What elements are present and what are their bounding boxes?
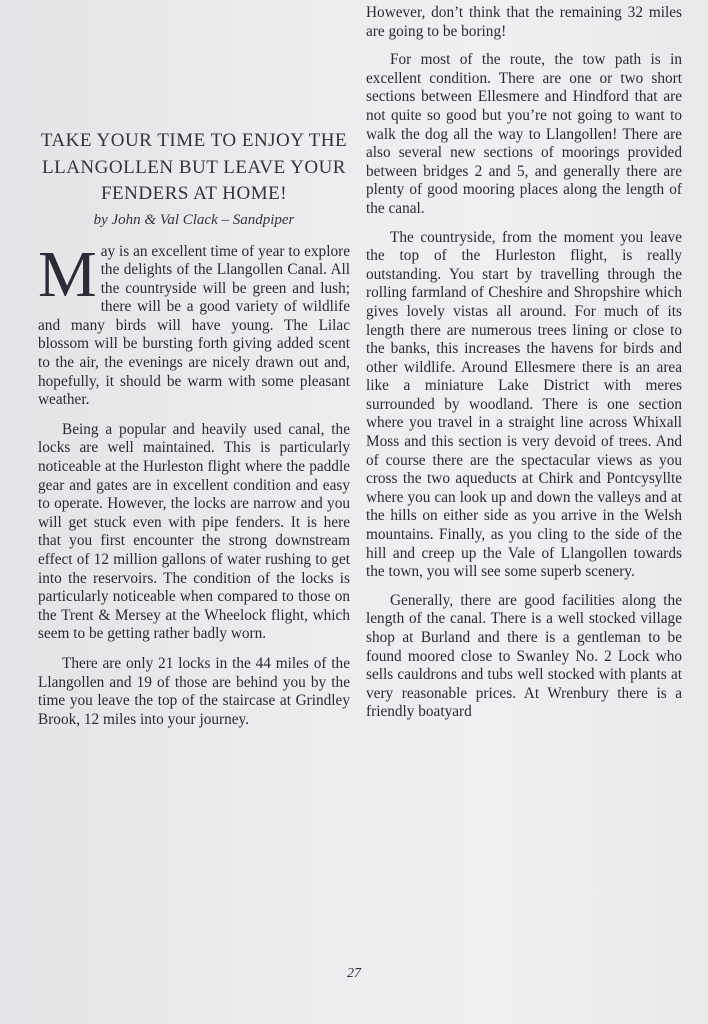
paragraph-right-3: The countryside, from the moment you leave the top of the Hurleston flight, is really outstanding. You start by travelling through the rolling farmland of Cheshire and Shropshire which gives lovely vistas all around. For much of its length there are numerous trees lining or close to the banks, this increases the havens for birds and other wildlife. Around Ellesmere there is an area like a miniature Lake District with meres surrounded by woodland. There is one section where you travel in a straight line across Whixall Moss and this section is very devoid of trees. And of course there are the spectacular views as you cross the two aqueducts at Chirk and Pontcysyllte where you can look up and down the valleys and at the hills on either side as you arrive in the Welsh mountains. Finally, as you cling to the side of the hill and creep up the Vale of Llangollen towards the town, you will see some superb scenery. [366,228,682,581]
right-column [366,0,682,722]
article-byline: by John & Val Clack – Sandpiper [93,211,295,228]
article-title: TAKE YOUR TIME TO ENJOY THE LLANGOLLEN BUT LEAVE YOUR FENDERS AT HOME! [40,130,348,204]
drop-cap: M [38,237,97,311]
page-number: 27 [347,966,361,981]
paragraph-right-2: For most of the route, the tow path is in excellent condition. There are one or two short sections between Ellesmere and Hindford that are not quite so good but you’re not going to want to walk the dog all the way to Llangollen! There are also several new sections of moorings provided between bridges 2 and 5, and generally there are plenty of good mooring places along the length of the canal. [366,51,682,217]
paragraph-left-1 [38,237,350,410]
paragraph-left-1-text: ay is an excellent time of year to explore the delights of the Llangollen Canal. All the countryside will be green and lush; there will be a good variety of wildlife and many birds will have young. The Lilac blossom will be bursting forth giving added scent to the air, the evenings are nicely drawn out and, hopefully, it should be warm with some pleasant weather. [38,242,350,409]
paragraph-right-1: However, don’t think that the remaining 32 miles are going to be boring! [366,4,682,40]
left-column [38,0,350,729]
paragraph-left-3: There are only 21 locks in the 44 miles of the Llangollen and 19 of those are behind you by the time you leave the top of the staircase at Grindley Brook, 12 miles into your journey. [38,654,350,728]
paragraph-right-4: Generally, there are good facilities along the length of the canal. There is a well stocked village shop at Burland and there is a gentleman to be found moored close to Swanley No. 2 Lock who sells cauldrons and tubs well stocked with plants at very reasonable prices. At Wrenbury there is a friendly boatyard [366,591,682,721]
paragraph-left-2: Being a popular and heavily used canal, the locks are well maintained. This is particularly noticeable at the Hurleston flight where the paddle gear and gates are in excellent condition and easy to operate. However, the locks are narrow and you will get stuck even with pipe fenders. It is here that you first encounter the strong downstream effect of 12 million gallons of water rushing to get into the reservoirs. The condition of the locks is particularly noticeable when compared to those on the Trent & Mersey at the Wheelock flight, which seem to be getting rather badly worn. [38,420,350,643]
